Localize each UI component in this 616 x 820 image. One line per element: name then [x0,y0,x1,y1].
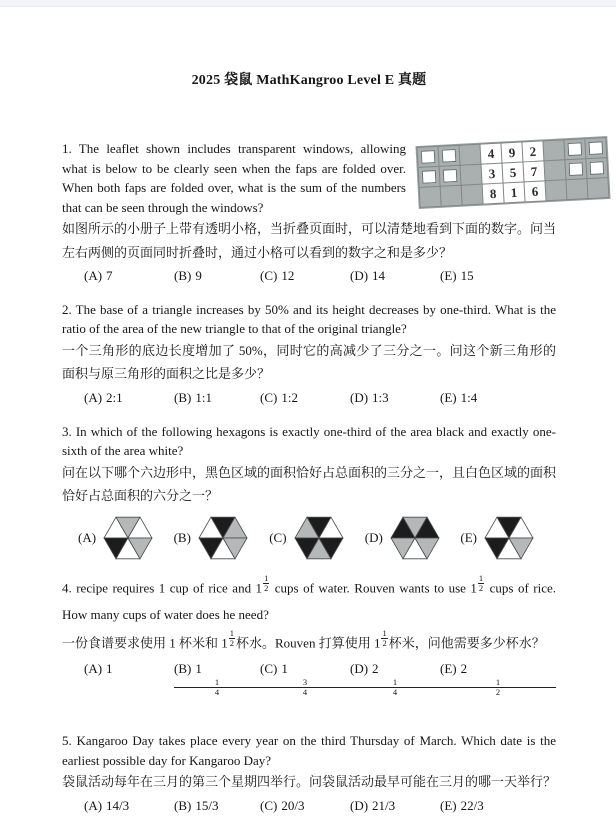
option-letter: (E) [440,797,457,813]
window-pane [589,141,604,155]
option-letter: (E) [440,268,457,284]
option-d [365,516,461,560]
option-letter: (A) [84,390,103,406]
stacked-fraction: $\frac{1}{2}$ [478,572,484,594]
question-2-options [62,388,556,408]
option-letter: (E) [460,530,477,546]
window-cell [419,167,440,187]
number-cell: 6 [525,181,546,201]
question-3-english: 3. In which of the following hexagons is exactly one-third of the area black and exactly one-sixth of the area white? [62,423,556,459]
option-c [260,796,350,816]
number-cell: 1 [504,182,525,202]
flap-cell [566,179,587,199]
question-1-chinese: 如图所示的小册子上带有透明小格，当折叠页面时，可以清楚地看到下面的数字。问当左右两侧的页面同时折叠时，通过小格可以看到的数字之和是多少？ [62,221,557,260]
window-pane [443,169,458,183]
option-value: 1 1 4 [174,661,260,715]
question-4-options [62,659,556,718]
option-value: 1:1 [195,390,212,406]
window-cell [585,138,606,158]
hexagon-svg [390,516,440,560]
question-5-chinese: 袋鼠活动每年在三月的第三个星期四举行。问袋鼠活动最早可能在三月的哪一天举行？ [62,774,557,790]
flap-cell [587,178,608,198]
option-value: 1:2 [281,390,298,406]
option-e [440,796,556,816]
question-3-chinese: 问在以下哪个六边形中，黑色区域的面积恰好占总面积的三分之一，且白色区域的面积恰好占总面积的六分之一？ [62,464,557,504]
number-cell: 3 [482,164,503,184]
number-cell: 5 [503,162,524,182]
option-letter: (A) [84,268,103,284]
option-a [84,659,174,718]
number-cell: 2 [522,141,543,161]
window-pane [568,142,583,156]
hexagon-svg [484,516,534,560]
flap-cell [461,165,482,185]
option-letter: (B) [174,390,192,406]
option-a [84,796,174,816]
question-5 [62,731,556,815]
option-value: 9 [195,268,202,284]
window-cell [418,147,439,167]
page-title: 2025 袋鼠 MathKangroo Level E 真题 [191,73,427,88]
option-letter: (A) [78,530,97,546]
stacked-fraction: 1 4 [350,678,440,698]
option-letter: (D) [364,530,383,546]
question-5-english: 5. Kangaroo Day takes place every year on the third Thursday of March. Which date is the earliest possible day for Kangaroo Day? [62,733,556,768]
option-value: 7 [106,268,113,284]
option-c [260,266,350,286]
option-letter: (E) [440,660,457,676]
hexagon-figure-e [484,516,534,560]
flap-cell [546,180,567,200]
question-2 [62,300,556,408]
option-value: 1:3 [372,390,389,406]
option-b [174,796,260,816]
flap-cell [544,160,565,180]
option-value: 15/3 [195,797,219,813]
option-e [440,388,556,408]
hexagon-figure-d [390,516,440,560]
question-2-chinese: 一个三角形的底边长度增加了 50%，同时它的高减少了三分之一。问这个新三角形的面积与原三角形的面积之比是多少？ [62,342,556,382]
option-value: 14 [372,268,386,284]
option-b [174,266,260,286]
option-e [440,266,556,286]
window-cell [564,139,585,159]
hexagon-svg [103,516,153,560]
option-letter: (A) [84,797,103,813]
option-b [174,516,270,560]
option-letter: (B) [174,268,192,284]
question-1-options [62,266,556,286]
question-4-chinese: 一份食谱要求使用 1 杯米和 1 $\frac{1}{2}$ 杯水。Rouven 打算使用 1 $\frac{1}{2}$ 杯米，问他需要多少杯水？ [62,627,545,650]
stacked-fraction: $\frac{1}{2}$ [264,572,269,594]
option-letter: (C) [260,390,278,406]
window-pane [422,170,437,184]
option-letter: (B) [174,797,192,813]
option-d [350,388,440,408]
flap-cell [420,187,441,207]
option-value: 22/3 [460,797,484,813]
option-value: 14/3 [106,797,130,813]
option-letter: (D) [350,268,369,284]
window-cell [586,158,607,178]
window-cell [439,146,460,166]
option-c [260,659,350,718]
hexagon-figure-b [198,516,248,560]
option-a [78,516,174,560]
window-cell [565,159,586,179]
option-value: 15 [460,268,474,284]
option-value: 12 [281,268,295,284]
question-5-options [62,796,556,816]
question-3 [62,422,556,560]
option-value: 1 [106,660,113,676]
option-letter: (C) [269,530,287,546]
page-top-strip [0,0,616,7]
window-pane [569,162,584,176]
hexagon-figure-c [294,516,344,560]
option-letter: (D) [350,797,369,813]
question-1-english: 1. The leaflet shown includes transparent windows, allowing what is below to be clearly seen when the faps are folded over. When both faps are folded over, what is the sum of the numbers that can be seen through the windows? [62,141,406,215]
option-letter: (C) [260,660,278,676]
option-letter: (C) [260,797,278,813]
question-2-english: 2. The base of a triangle increases by 50% and its height decreases by one-third. What is the ratio of the area of the new triangle to that of the original triangle? [62,301,556,337]
window-pane [590,161,605,175]
option-a [84,266,174,286]
option-value: 21/3 [372,797,396,813]
hexagon-svg [198,516,248,560]
option-value: 2 1 2 [440,661,556,715]
leaflet-grid [417,137,610,208]
exam-page [0,69,616,815]
leaflet-figure [418,142,610,203]
option-b [174,659,260,718]
number-cell: 7 [523,161,544,181]
option-e [460,516,556,560]
option-d [350,796,440,816]
option-c [269,516,365,560]
option-a [84,388,174,408]
option-value: 20/3 [281,797,305,813]
window-pane [421,150,436,164]
option-e [440,659,556,718]
option-letter: (D) [350,390,369,406]
hexagon-figure-a [103,516,153,560]
flap-cell [460,145,481,165]
question-1 [62,139,556,286]
option-value: 2:1 [106,390,123,406]
stacked-fraction: 1 2 [440,678,556,698]
window-pane [442,149,457,163]
option-d [350,659,440,718]
question-4-english: 4. recipe requires 1 cup of rice and 1 $\frac{1}{2}$ cups of water. Rouven wants to use 1 $\frac{1}{2}$ cups of rice. How many cups of water does he need? [62,572,556,622]
option-letter: (E) [440,390,457,406]
number-cell: 9 [501,143,522,163]
option-value: 1 3 4 [260,661,350,715]
option-letter: (C) [260,268,278,284]
number-cell: 8 [483,184,504,204]
question-3-options [62,516,556,560]
option-b [174,388,260,408]
option-value: 1:4 [460,390,478,406]
number-cell: 4 [480,144,501,164]
flap-cell [543,140,564,160]
option-letter: (B) [174,660,192,676]
option-c [260,388,350,408]
option-letter: (B) [173,530,191,546]
flap-cell [441,186,462,206]
window-cell [440,166,461,186]
stacked-fraction: $\frac{1}{2}$ [382,627,387,648]
option-d [350,266,440,286]
option-value: 2 1 4 [350,661,440,715]
stacked-fraction: $\frac{1}{2}$ [229,627,235,648]
flap-cell [462,185,483,205]
option-letter: (D) [350,660,369,676]
hexagon-svg [294,516,344,560]
option-letter: (A) [84,660,103,676]
question-4 [62,574,556,717]
stacked-fraction: 3 4 [260,678,350,698]
stacked-fraction: 1 4 [174,678,260,698]
